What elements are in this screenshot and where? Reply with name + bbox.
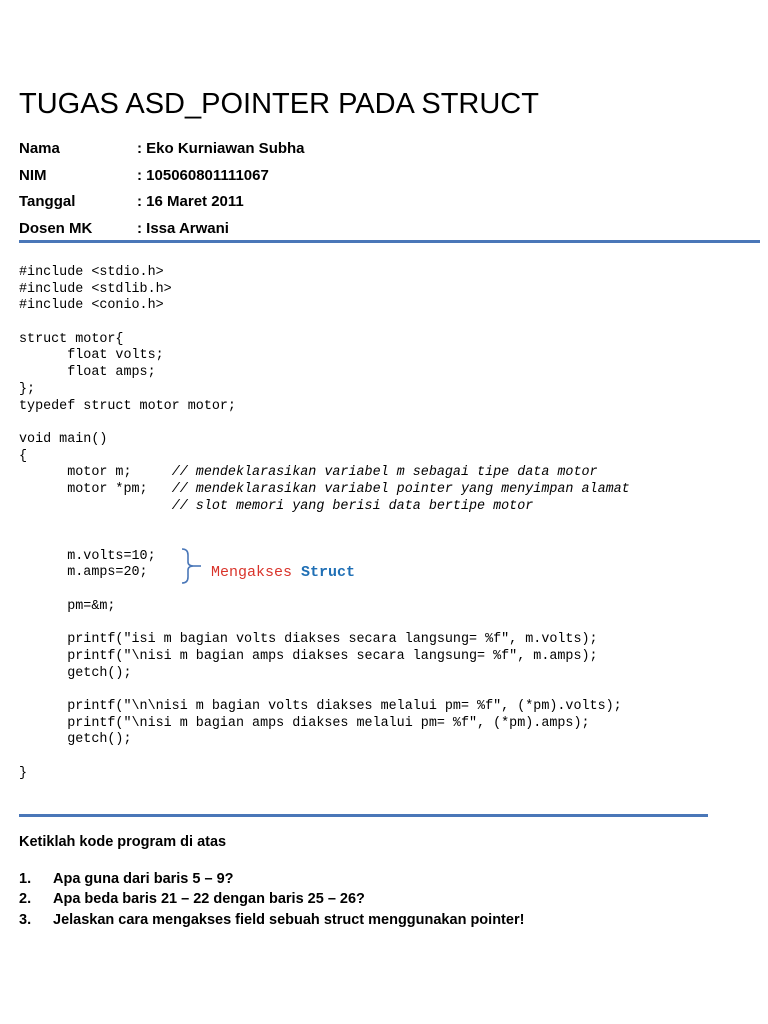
code-line (19, 632, 630, 649)
code-text: float amps; (19, 365, 156, 381)
info-label-dosen: Dosen MK (19, 220, 93, 237)
code-text: { (19, 448, 28, 464)
code-line (19, 432, 630, 449)
code-line (19, 766, 630, 783)
code-text: typedef struct motor motor; (19, 398, 236, 414)
code-line (19, 282, 630, 299)
question-number: 1. (19, 871, 32, 887)
code-line (19, 582, 630, 599)
question-text: Apa guna dari baris 5 – 9? (53, 871, 234, 887)
info-label-nama: Nama (19, 140, 60, 157)
code-line (19, 465, 630, 482)
code-line (19, 532, 630, 549)
info-value-nim: : 105060801111067 (137, 167, 269, 184)
code-text: float volts; (19, 348, 164, 364)
page-title: TUGAS ASD_POINTER PADA STRUCT (19, 88, 539, 120)
question-number: 3. (19, 912, 32, 928)
code-text: getch(); (19, 665, 132, 681)
code-line (19, 399, 630, 416)
question-number: 2. (19, 891, 32, 907)
code-line (19, 365, 630, 382)
code-text: printf("\n\nisi m bagian volts diakses melalui pm= %f", (*pm).volts); (19, 698, 622, 714)
code-text: m.amps=20; (19, 565, 148, 581)
question-text: Jelaskan cara mengakses field sebuah struct menggunakan pointer! (53, 912, 525, 928)
code-text: }; (19, 381, 36, 397)
code-text: motor m; (19, 465, 172, 481)
code-line (19, 716, 630, 733)
code-block (19, 265, 630, 782)
code-divider (19, 814, 708, 817)
code-line (19, 382, 630, 399)
code-line (19, 615, 630, 632)
code-line (19, 265, 630, 282)
code-text: printf("\nisi m bagian amps diakses secara langsung= %f", m.amps); (19, 648, 598, 664)
info-value-nama: : Eko Kurniawan Subha (137, 140, 305, 157)
header-divider (19, 240, 760, 243)
question-text: Apa beda baris 21 – 22 dengan baris 25 – 26? (53, 891, 365, 907)
code-text: } (19, 765, 28, 781)
code-text: motor *pm; (19, 481, 172, 497)
info-value-dosen: : Issa Arwani (137, 220, 229, 237)
code-text: #include <stdlib.h> (19, 281, 172, 297)
code-line (19, 298, 630, 315)
code-text: #include <conio.h> (19, 298, 164, 314)
info-value-tanggal: : 16 Maret 2011 (137, 193, 244, 210)
code-line (19, 515, 630, 532)
code-line (19, 348, 630, 365)
code-comment: // mendeklarasikan variabel pointer yang menyimpan alamat (171, 481, 630, 497)
code-line (19, 415, 630, 432)
annotation-part-blue: Struct (301, 564, 356, 581)
code-line (19, 315, 630, 332)
code-comment: // mendeklarasikan variabel m sebagai tipe data motor (171, 465, 598, 481)
code-text: m.volts=10; (19, 548, 156, 564)
code-line (19, 732, 630, 749)
code-text: void main() (19, 431, 108, 447)
code-line (19, 482, 630, 499)
info-label-tanggal: Tanggal (19, 193, 76, 210)
code-text: getch(); (19, 732, 132, 748)
code-line (19, 332, 630, 349)
code-comment: // slot memori yang berisi data bertipe motor (171, 498, 534, 514)
code-text: printf("isi m bagian volts diakses secara langsung= %f", m.volts); (19, 632, 598, 648)
code-line (19, 699, 630, 716)
code-line (19, 649, 630, 666)
code-text: #include <stdio.h> (19, 265, 164, 280)
info-label-nim: NIM (19, 167, 47, 184)
annotation-part-red: Mengakses (211, 564, 302, 581)
annotation-mengakses-struct (211, 564, 355, 581)
code-line (19, 666, 630, 683)
code-text: pm=&m; (19, 598, 116, 614)
code-line (19, 549, 630, 566)
code-line (19, 682, 630, 699)
code-line (19, 749, 630, 766)
curly-brace-icon (176, 547, 202, 585)
code-text: struct motor{ (19, 331, 124, 347)
code-text: printf("\nisi m bagian amps diakses melalui pm= %f", (*pm).amps); (19, 715, 590, 731)
code-line (19, 599, 630, 616)
code-text (19, 499, 172, 514)
instruction-text: Ketiklah kode program di atas (19, 834, 227, 850)
code-line (19, 499, 630, 516)
code-line (19, 449, 630, 466)
